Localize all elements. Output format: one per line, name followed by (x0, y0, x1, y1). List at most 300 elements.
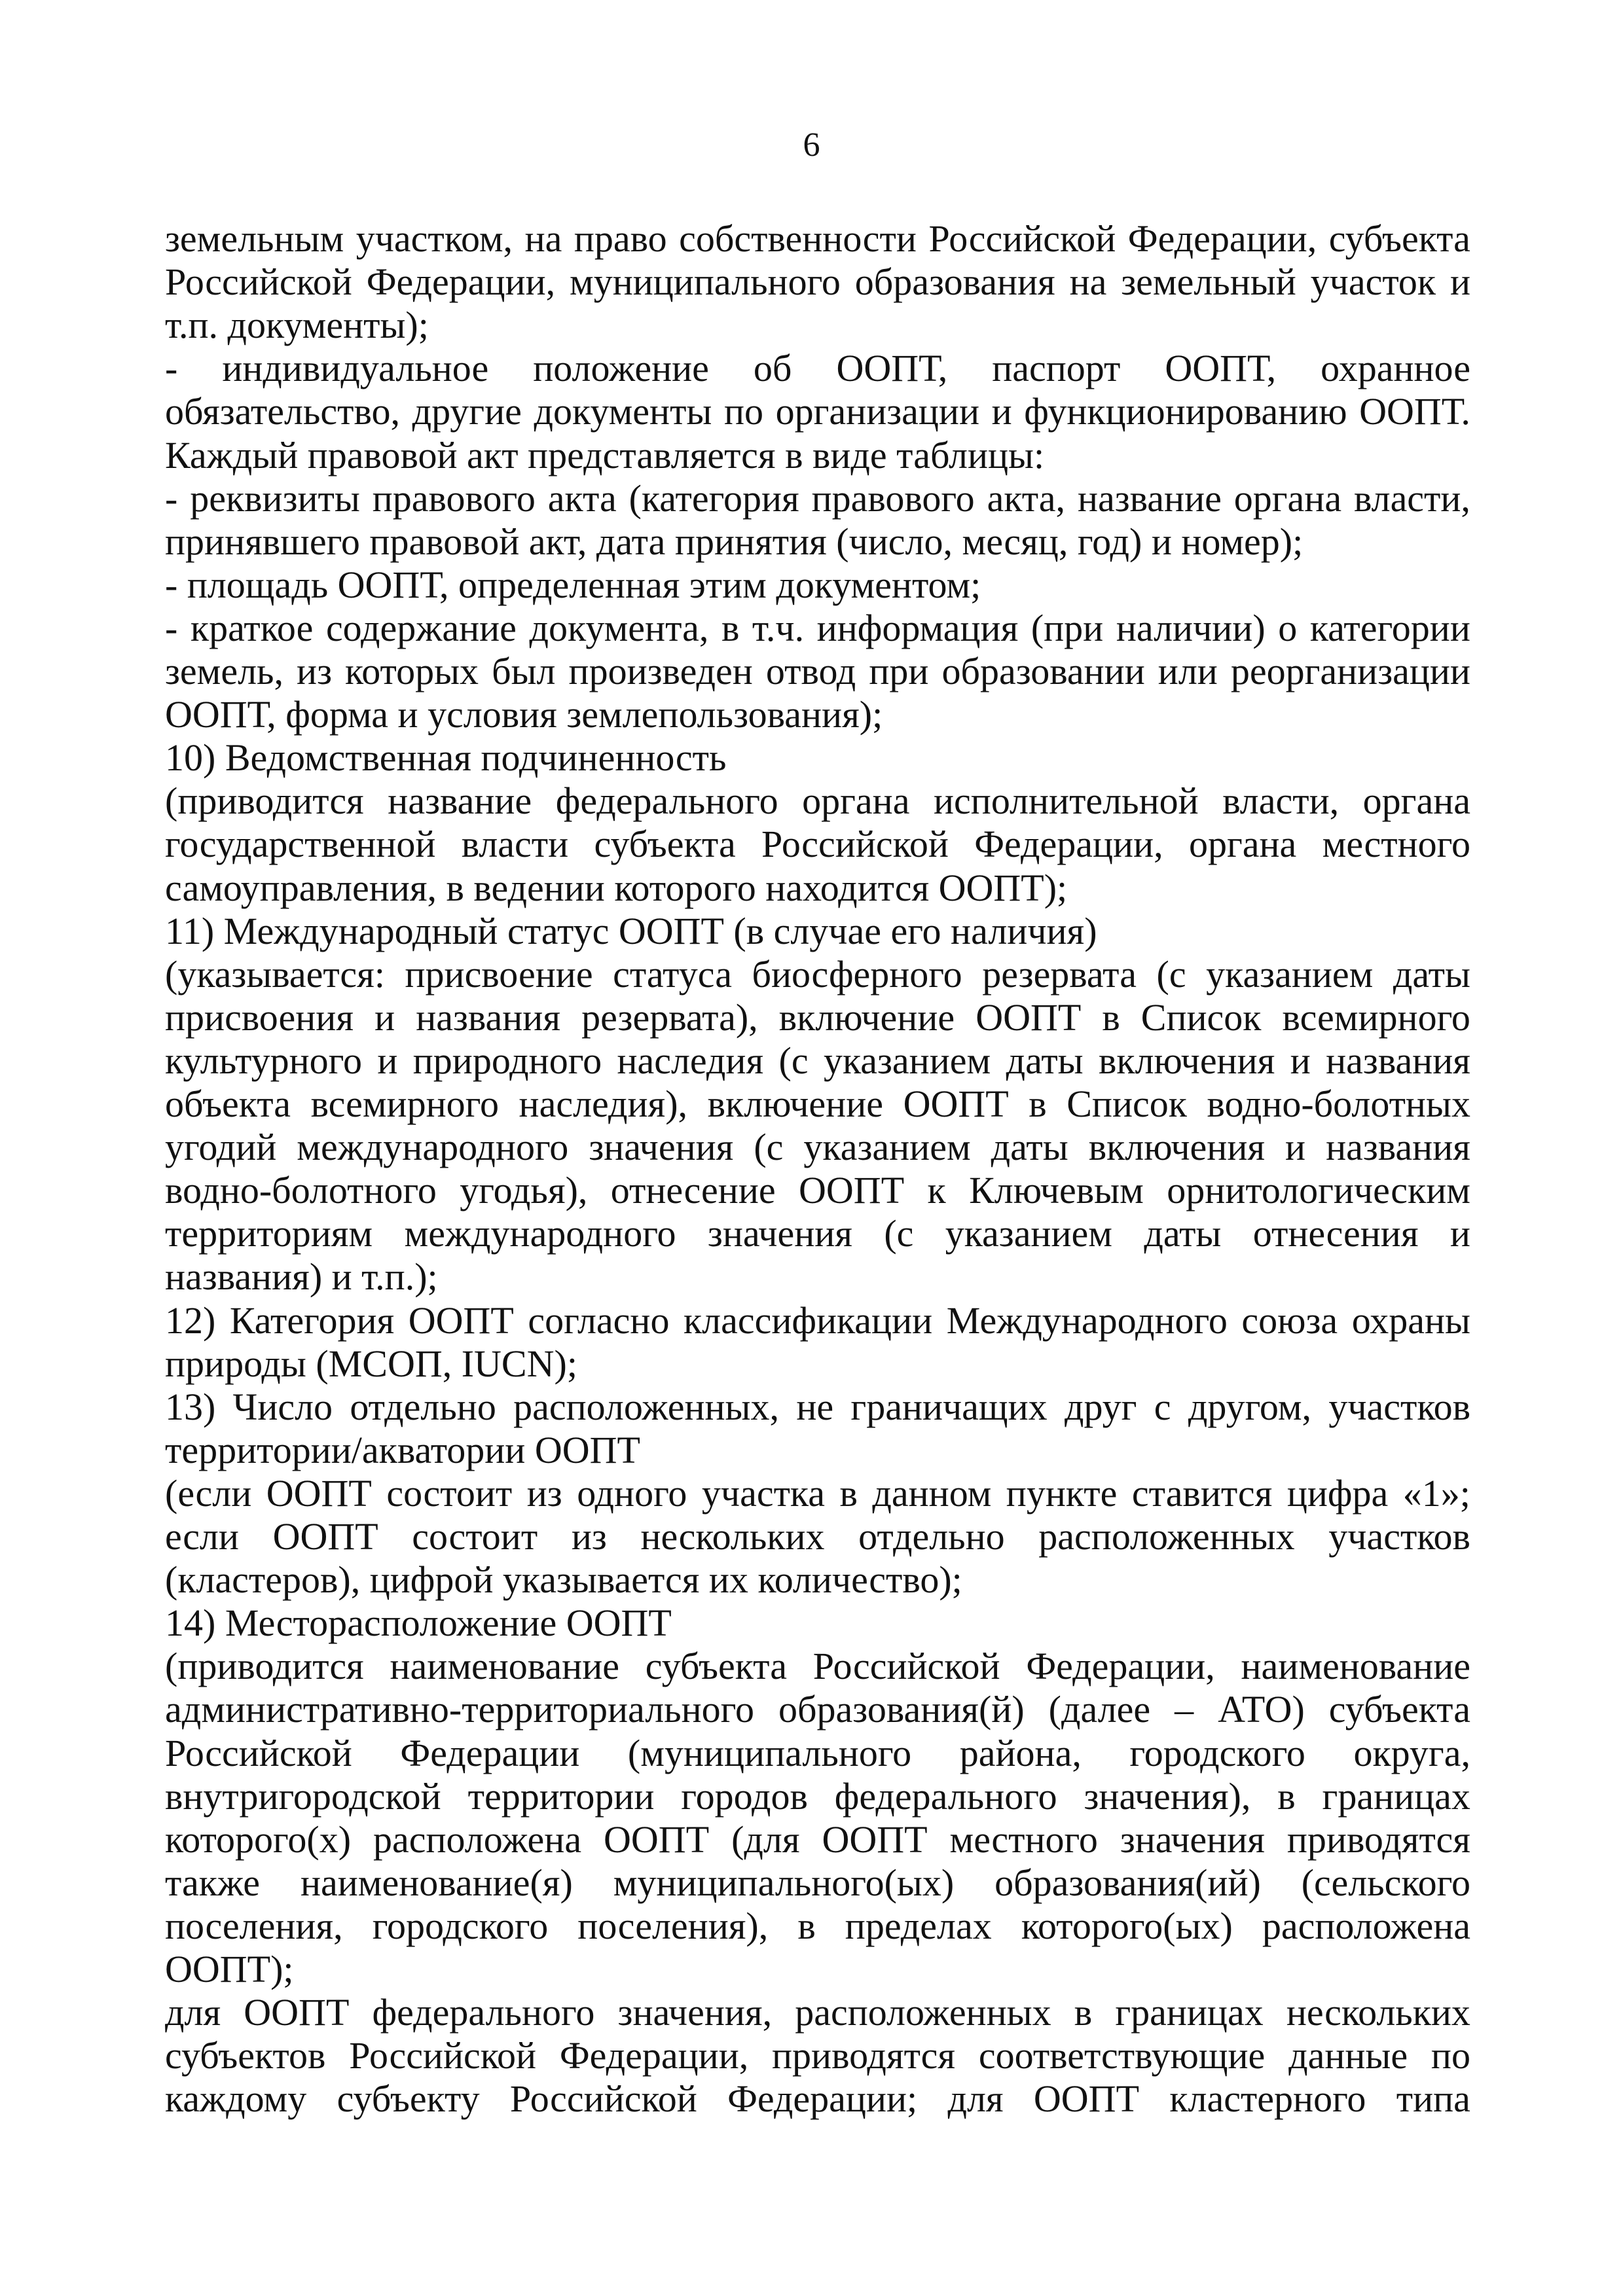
word: Международного (946, 1299, 1228, 1342)
word: границах (1322, 1774, 1470, 1818)
text-line (165, 1169, 1470, 1212)
word: расположенных (795, 1991, 1051, 2034)
word: по (723, 390, 764, 433)
word: 14) Месторасположение ООПТ (165, 1602, 672, 1645)
word: объекта (165, 1083, 291, 1125)
word: культурного (165, 1039, 362, 1082)
word: всемирного (310, 1083, 499, 1125)
word: состоит (386, 1471, 513, 1515)
word: т.ч. (752, 606, 805, 649)
word: поселения, (165, 1904, 343, 1947)
word: граничащих (850, 1385, 1048, 1428)
text-line (165, 1818, 1470, 1861)
word: содержание (325, 606, 517, 649)
word: другие (412, 390, 522, 433)
word: субъекта (1328, 1688, 1470, 1731)
word: 11) Международный статус ООПТ (в случае его наличия) (165, 909, 1097, 952)
word: Российской (761, 823, 949, 866)
word: Ключевым (969, 1169, 1144, 1212)
word: образования (854, 260, 1055, 304)
word: ООПТ. (1359, 390, 1470, 433)
word: 12) (165, 1299, 216, 1342)
word: и (1290, 1039, 1311, 1082)
word: документы (534, 390, 712, 433)
word: АТО) (1218, 1688, 1305, 1731)
word: реквизиты (190, 476, 360, 520)
word: - (165, 606, 178, 649)
text-line (165, 1083, 1470, 1126)
word: к (927, 1169, 946, 1212)
word: указанием (945, 1212, 1112, 1255)
word: об (753, 347, 792, 390)
page-number: 6 (803, 126, 820, 164)
word: (с (884, 1212, 914, 1255)
text-line (165, 2034, 1470, 2077)
word: Российской (928, 217, 1116, 260)
word: значения (707, 1212, 852, 1255)
text-line (165, 1342, 1470, 1386)
word: нескольких (1286, 1991, 1470, 2034)
word: ООПТ (408, 1299, 514, 1342)
word: ООПТ (903, 1083, 1009, 1125)
word: наследия), (519, 1083, 688, 1125)
word: Федерации (400, 1731, 580, 1774)
word: власти, (1354, 476, 1470, 520)
word: и (1450, 260, 1470, 304)
word: расположена (373, 1818, 582, 1861)
text-line (165, 953, 1470, 996)
text-line (165, 1386, 1470, 1429)
word: участком, (356, 217, 513, 260)
word: значения (589, 1126, 734, 1169)
word: указанием (823, 1039, 991, 1082)
word: - (165, 476, 178, 520)
word: местного (949, 1818, 1098, 1861)
word: субъектов (165, 2034, 326, 2077)
word: другом, (1188, 1385, 1312, 1428)
word: резервата), (581, 996, 758, 1039)
word: классификации (684, 1299, 933, 1342)
word: союза (1241, 1299, 1338, 1342)
word: ООПТ (799, 1169, 905, 1212)
word: Федерации; (727, 2077, 918, 2121)
word: международного (297, 1126, 569, 1169)
word: земель, (165, 650, 283, 692)
word: функционированию (1024, 390, 1347, 433)
word: Российской (349, 2034, 537, 2077)
word: власти (461, 823, 569, 866)
word: (указывается: (165, 952, 385, 996)
word: Федерации, (974, 823, 1163, 866)
text-line (165, 304, 1470, 347)
word: земельным (165, 217, 344, 260)
word: наименование (1241, 1645, 1470, 1688)
word: включения (1099, 1039, 1275, 1082)
text-line (165, 434, 1470, 477)
word: округа, (1353, 1731, 1470, 1774)
word: федерального (555, 780, 778, 823)
word: также (165, 1861, 261, 1904)
word: и (991, 390, 1012, 433)
word: индивидуальное (222, 347, 489, 390)
word: из (526, 1471, 562, 1515)
text-line (165, 1429, 1470, 1472)
word: цифра (1286, 1471, 1389, 1515)
word: (если (165, 1471, 252, 1515)
word: 13) (165, 1385, 216, 1428)
word: (для (731, 1818, 800, 1861)
word: включение (707, 1083, 883, 1125)
word: образования(й) (778, 1688, 1025, 1731)
word: Федерации, (1127, 217, 1317, 260)
word: поселения), (577, 1904, 769, 1947)
word: наследия (617, 1039, 764, 1082)
word: внутригородской (165, 1774, 441, 1818)
word: отдельно (858, 1515, 1005, 1558)
word: информация (816, 606, 1019, 649)
word: на (1069, 260, 1107, 304)
word: правового (372, 476, 536, 520)
word: Российской (812, 1645, 1000, 1688)
word: каждому (165, 2077, 307, 2121)
word: которого(х) (165, 1818, 352, 1861)
word: ставится (1131, 1471, 1273, 1515)
word: значения), (1084, 1774, 1251, 1818)
text-line (165, 1039, 1470, 1083)
word: городского (1129, 1731, 1305, 1774)
word: (с (754, 1126, 784, 1169)
word: орнитологическим (1167, 1169, 1470, 1212)
word: местного (1322, 823, 1470, 866)
word: нескольких (640, 1515, 825, 1558)
word: паспорт (992, 347, 1121, 390)
word: т.п. документы); (165, 304, 429, 347)
word: указанием (1206, 952, 1374, 996)
word: состоит (412, 1515, 538, 1558)
word: угодий (165, 1126, 277, 1169)
word: земельный (1121, 260, 1296, 304)
text-line (165, 1905, 1470, 1948)
word: на (524, 217, 562, 260)
word: органа (802, 780, 910, 823)
text-line (165, 1991, 1470, 2034)
word: даты (1006, 1039, 1084, 1082)
word: (муниципального (627, 1731, 912, 1774)
word: из (571, 1515, 607, 1558)
text-line (165, 1515, 1470, 1558)
word: ООПТ); (165, 1948, 294, 1990)
word: не (796, 1385, 834, 1428)
word: ООПТ (822, 1818, 928, 1861)
word: включения (1088, 1126, 1266, 1169)
text-line (165, 650, 1470, 693)
word: района, (959, 1731, 1082, 1774)
word: всемирного (1282, 996, 1470, 1039)
text-line (165, 1948, 1470, 1991)
word: пределах (845, 1904, 992, 1947)
word: административно-территориального (165, 1688, 755, 1731)
word: Категория (229, 1299, 395, 1342)
word: в (721, 606, 740, 649)
word: органа (1233, 476, 1342, 520)
word: в (1074, 1991, 1093, 2034)
word: (категория (629, 476, 799, 520)
text-line (165, 1472, 1470, 1515)
word: угодья), (460, 1169, 588, 1212)
word: водно-болотного (165, 1169, 437, 1212)
word: отнесения (1252, 1212, 1419, 1255)
word: наименование(я) (300, 1861, 573, 1904)
word: (приводится (165, 1645, 364, 1688)
word: статуса (613, 952, 732, 996)
text-line (165, 217, 1470, 260)
word: соответствующие (978, 2034, 1266, 2077)
word: отвод (765, 650, 856, 692)
word: приводятся (772, 2034, 956, 2077)
word: в (1102, 996, 1120, 1039)
word: Число (232, 1385, 333, 1428)
word: субъекта (1328, 217, 1470, 260)
word: исполнительной (934, 780, 1199, 823)
word: (приводится (165, 780, 364, 823)
word: и (377, 1039, 398, 1082)
word: (сельского (1301, 1861, 1470, 1904)
word: названия) и т.п.); (165, 1255, 438, 1299)
word: Список (1067, 1083, 1187, 1125)
word: участка (701, 1471, 825, 1515)
word: ООПТ, (1165, 347, 1277, 390)
word: присвоение (405, 952, 593, 996)
word: 10) Ведомственная подчиненность (165, 736, 727, 780)
word: ООПТ (272, 1515, 378, 1558)
word: с (1154, 1385, 1171, 1428)
text-line (165, 1861, 1470, 1905)
word: территории/акватории ООПТ (165, 1428, 640, 1471)
word: название (1077, 476, 1222, 520)
text-line (165, 520, 1470, 564)
word: (с (778, 1039, 809, 1082)
word: Каждый правовой акт представляется в виде таблицы: (165, 433, 1045, 476)
word: произведен (568, 650, 753, 692)
word: (с (1156, 952, 1186, 996)
word: территории (467, 1774, 655, 1818)
word: которых (345, 650, 479, 692)
word: был (492, 650, 556, 692)
word: кластерного (1169, 2077, 1366, 2121)
text-line (165, 1602, 1470, 1645)
word: данном (872, 1471, 992, 1515)
word: друг (1064, 1385, 1137, 1428)
word: наименование (390, 1645, 619, 1688)
word: акта (547, 476, 617, 520)
text-line (165, 260, 1470, 304)
text-line (165, 1645, 1470, 1688)
word: органа (1188, 823, 1297, 866)
word: наличии) (1116, 606, 1266, 649)
word: Российской (509, 2077, 697, 2121)
word: положение (533, 347, 709, 390)
word: для (165, 1991, 221, 2034)
word: государственной (165, 823, 436, 866)
word: правового (811, 476, 975, 520)
word: субъекта (594, 823, 736, 866)
word: право (574, 217, 667, 260)
word: резервата (982, 952, 1137, 996)
word: название (388, 780, 532, 823)
text-line (165, 1255, 1470, 1299)
word: реорганизации (1230, 650, 1470, 692)
word: территориям (165, 1212, 373, 1255)
word: краткое (190, 606, 314, 649)
word: ООПТ (244, 1991, 350, 2034)
word: значения, (617, 1991, 773, 2034)
word: федерального (834, 1774, 1057, 1818)
word: в (1277, 1774, 1296, 1818)
word: расположенных, (513, 1385, 780, 1428)
word: участок (1310, 260, 1436, 304)
text-line (165, 1299, 1470, 1342)
word: в (797, 1904, 816, 1947)
text-line (165, 996, 1470, 1039)
word: отнесение (610, 1169, 776, 1212)
word: о (1278, 606, 1298, 649)
word: природного (412, 1039, 602, 1082)
word: городского (372, 1904, 549, 1947)
word: согласно (528, 1299, 670, 1342)
word: власти, (1222, 780, 1340, 823)
word: охраны (1351, 1299, 1470, 1342)
word: Список (1140, 996, 1262, 1039)
word: расположенных (1038, 1515, 1295, 1558)
text-line (165, 736, 1470, 780)
text-line (165, 1212, 1470, 1255)
word: охранное (1321, 347, 1470, 390)
word: указанием (803, 1126, 971, 1169)
word: и (1285, 1126, 1306, 1169)
word: и (374, 996, 395, 1039)
word: по (1431, 2034, 1470, 2077)
word: федерального (372, 1991, 595, 2034)
word: названия (1326, 1126, 1470, 1169)
word: Федерации, (366, 260, 556, 304)
word: водно-болотных (1207, 1083, 1470, 1125)
word: образовании (941, 650, 1145, 692)
text-line (165, 1558, 1470, 1602)
text-line (165, 780, 1470, 823)
word: расположена (1262, 1904, 1470, 1947)
word: обязательство, (165, 390, 400, 433)
word: документа, (529, 606, 709, 649)
word: даты (991, 1126, 1068, 1169)
word: (далее (1048, 1688, 1151, 1731)
word: самоуправления, в ведении которого находится ООПТ); (165, 866, 1068, 909)
word: участков (1328, 1515, 1470, 1558)
word: названия (416, 996, 561, 1039)
text-line (165, 910, 1470, 953)
word: международного (404, 1212, 676, 1255)
text-line (165, 693, 1470, 736)
word: биосферного (752, 952, 962, 996)
text-line (165, 607, 1470, 650)
text-line (165, 1775, 1470, 1818)
word: ООПТ, форма и условия землепользования); (165, 693, 883, 736)
word: для (947, 2077, 1004, 2121)
word: ООПТ (604, 1818, 710, 1861)
word: ООПТ (266, 1471, 372, 1515)
word: собственности (679, 217, 917, 260)
text-line (165, 867, 1470, 910)
text-line (165, 347, 1470, 390)
word: природы (МСОП, IUCN); (165, 1342, 577, 1385)
word: приводятся (1286, 1818, 1470, 1861)
word: акта, (987, 476, 1066, 520)
word: в (839, 1471, 858, 1515)
text-line (165, 477, 1470, 520)
word: Российской (165, 260, 352, 304)
word: при (869, 650, 929, 692)
word: - (165, 347, 178, 390)
word: - площадь ООПТ, определенная этим документом; (165, 563, 981, 606)
word: организации (775, 390, 980, 433)
text-line (165, 564, 1470, 607)
word: органа (1362, 780, 1470, 823)
word: Федерации, (559, 2034, 749, 2077)
word: и (1450, 1212, 1470, 1255)
word: городов (681, 1774, 808, 1818)
word: из (297, 650, 332, 692)
word: принявшего правовой акт, дата принятия (число, месяц, год) и номер); (165, 520, 1304, 563)
word: образования(ий) (994, 1861, 1261, 1904)
text-line (165, 1732, 1470, 1775)
word: муниципального (569, 260, 841, 304)
word: «1»; (1402, 1471, 1470, 1515)
word: или (1158, 650, 1218, 692)
text-line (165, 1688, 1470, 1731)
word: даты (1144, 1212, 1222, 1255)
word: (при (1030, 606, 1104, 649)
word: (кластеров), цифрой указывается их количество); (165, 1558, 962, 1602)
word: значения (1120, 1818, 1265, 1861)
word: пункте (1006, 1471, 1118, 1515)
word: границах (1115, 1991, 1264, 2034)
text-line (165, 2077, 1470, 2121)
word: категории (1309, 606, 1470, 649)
word: если (165, 1515, 239, 1558)
word: типа (1396, 2077, 1470, 2121)
word: субъекта (645, 1645, 787, 1688)
text-line (165, 390, 1470, 433)
word: даты (1393, 952, 1470, 996)
word: Российской (165, 1731, 352, 1774)
text-line (165, 1126, 1470, 1169)
word: участков (1328, 1385, 1470, 1428)
word: данные (1288, 2034, 1408, 2077)
word: Федерации, (1026, 1645, 1215, 1688)
word: присвоения (165, 996, 354, 1039)
word: ООПТ (976, 996, 1082, 1039)
word: муниципального(ых) (613, 1861, 955, 1904)
word: ООПТ, (836, 347, 948, 390)
word: одного (577, 1471, 687, 1515)
word: – (1175, 1688, 1194, 1731)
text-line (165, 823, 1470, 866)
word: субъекту (337, 2077, 480, 2121)
word: ООПТ (1033, 2077, 1139, 2121)
word: отдельно (350, 1385, 496, 1428)
word: названия (1326, 1039, 1470, 1082)
word: которого(ых) (1021, 1904, 1233, 1947)
word: в (1029, 1083, 1047, 1125)
